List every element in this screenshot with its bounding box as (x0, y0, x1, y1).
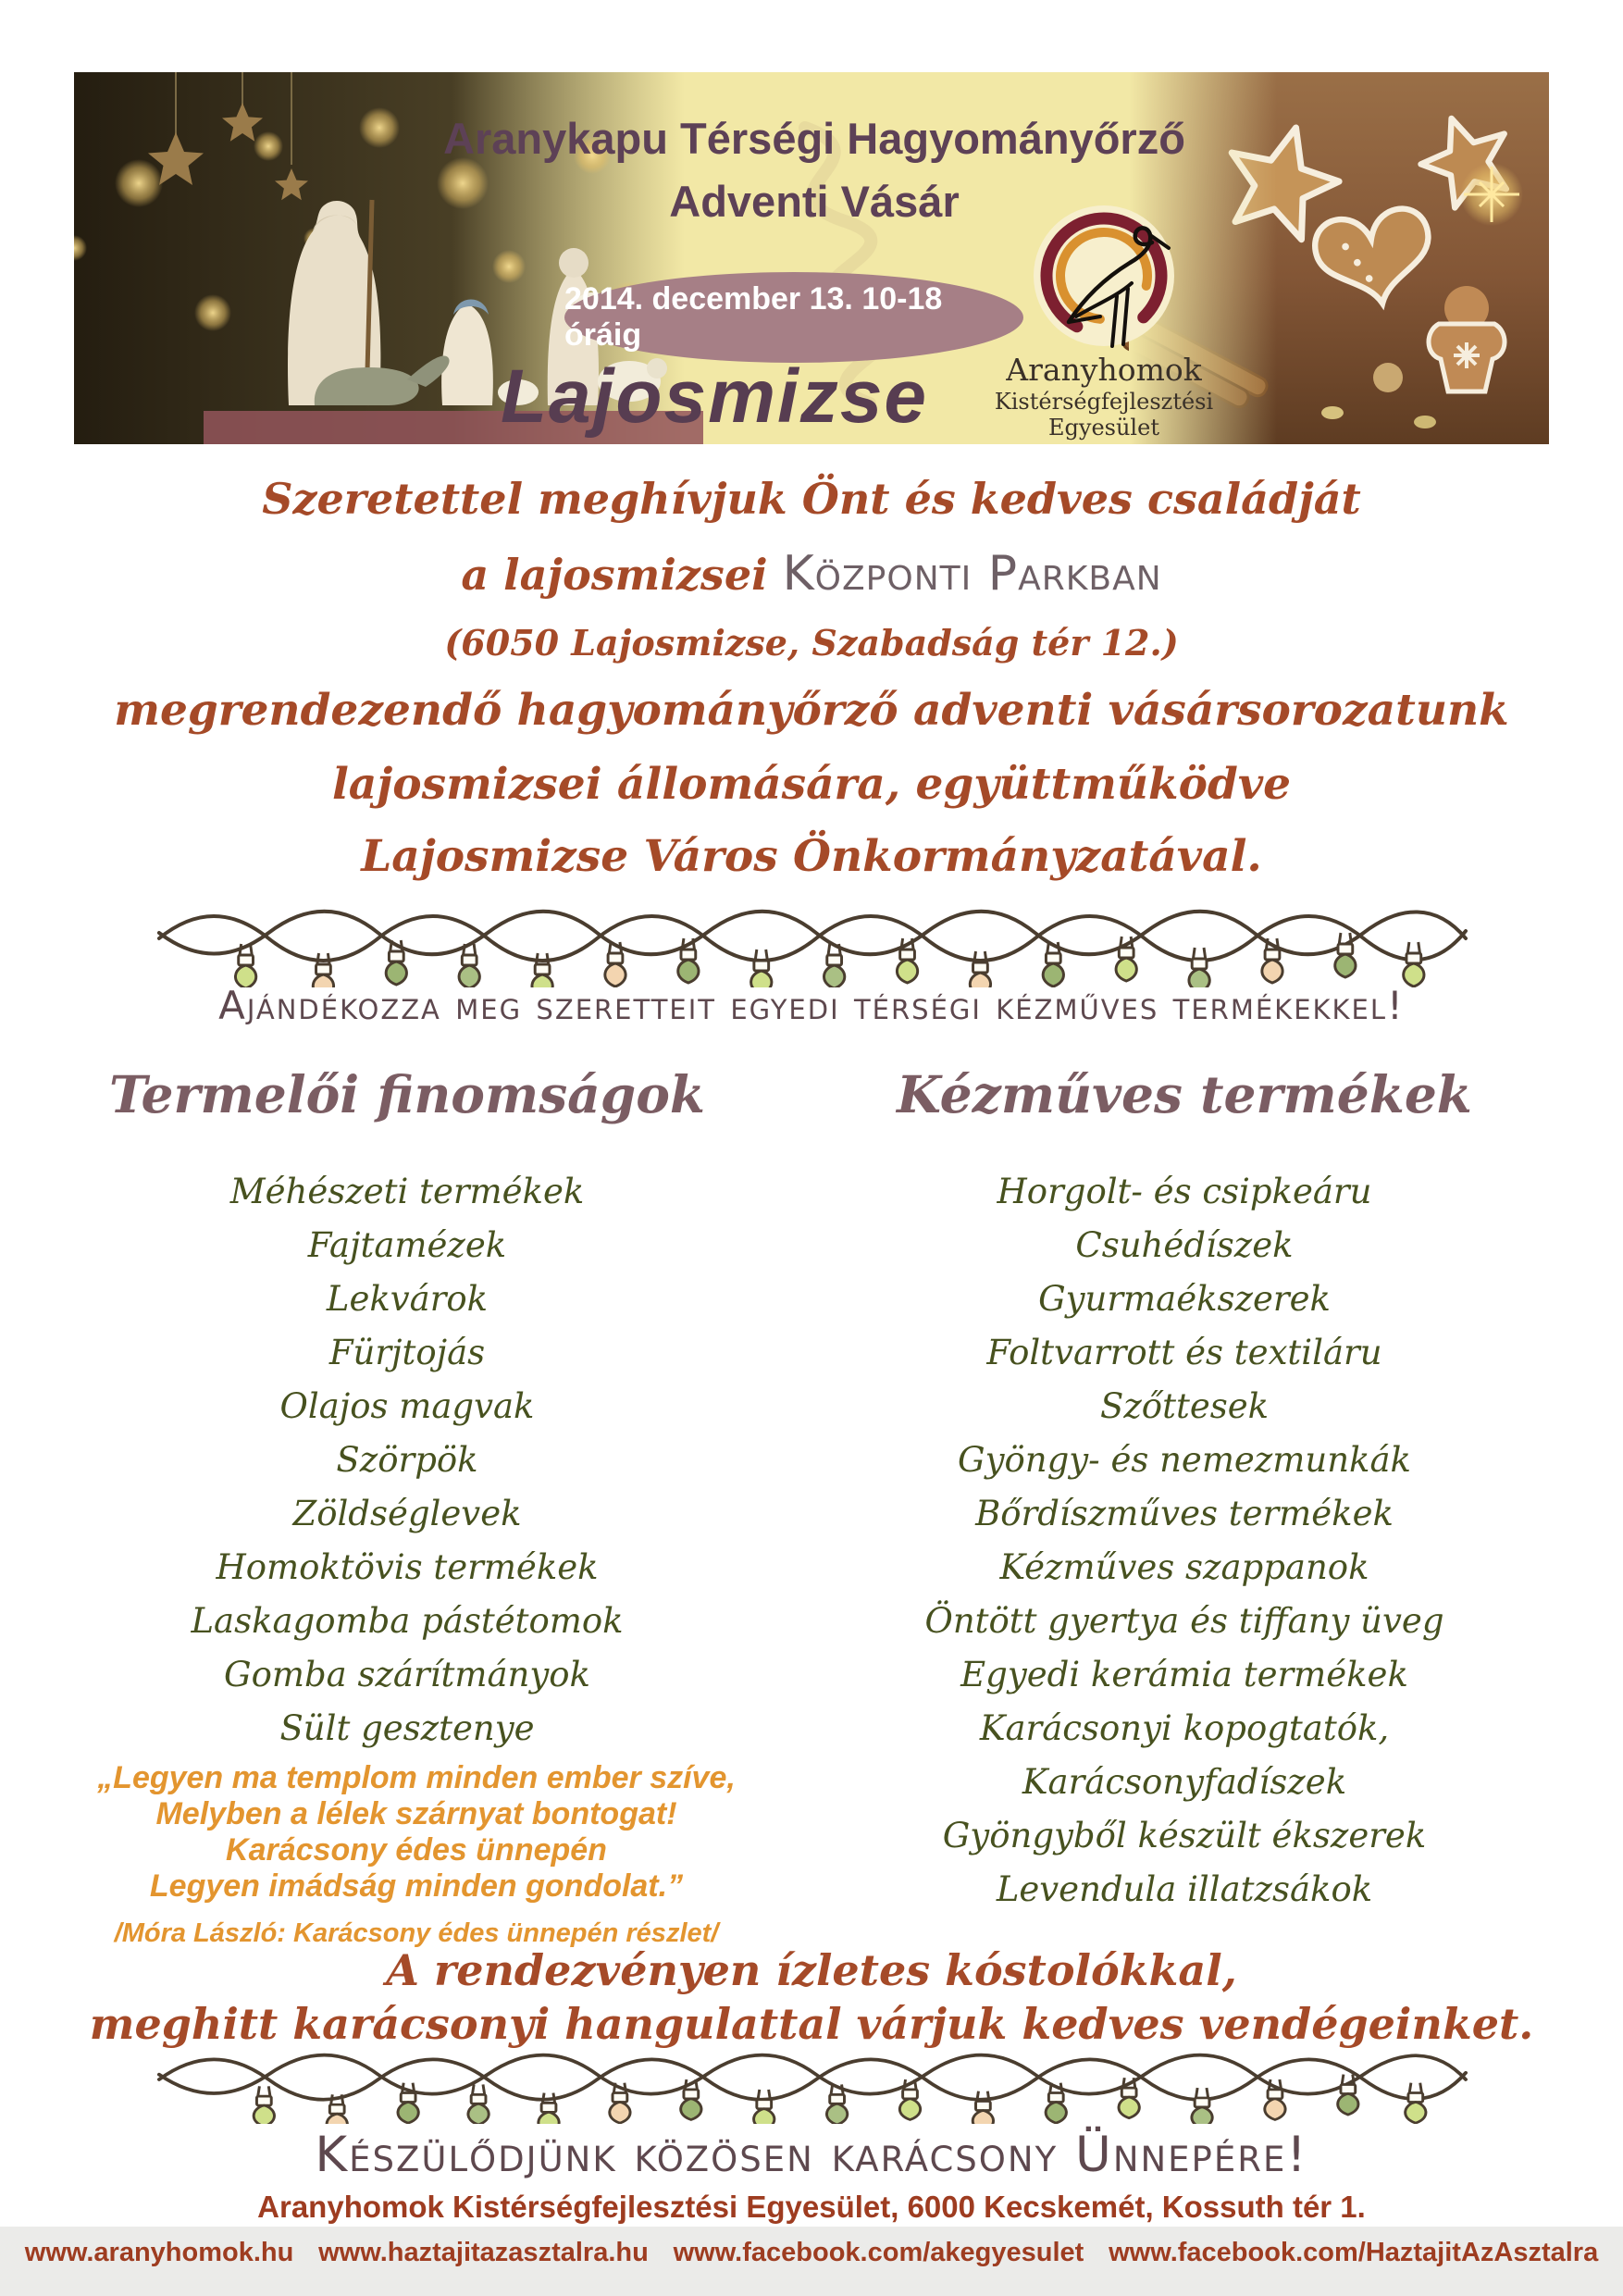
facebook-link: www.facebook.com/HaztajitAzAsztalra (1109, 2238, 1599, 2267)
list-item: Öntött gyertya és tiffany üveg (924, 1601, 1444, 1641)
logo-name: Aranyhomok (1006, 352, 1202, 388)
intro-line-5: lajosmizsei állomására, együttműködve (331, 759, 1292, 810)
list-item: Karácsonyfadíszek (1022, 1762, 1347, 1802)
list-item: Gomba szárítmányok (224, 1655, 590, 1694)
banner-title-line2: Adventi Vásár (669, 177, 960, 226)
closing-line-2: meghitt karácsonyi hangulattal várjuk kedves vendégeinket. (89, 1999, 1534, 2049)
intro-line-6: Lajosmizse Város Önkormányzatával. (361, 831, 1262, 882)
list-item: Levendula illatzsákok (996, 1869, 1373, 1909)
list-item: Méhészeti termékek (229, 1172, 585, 1211)
facebook-link: www.facebook.com/akegyesulet (673, 2238, 1084, 2267)
list-item: Fajtamézek (307, 1225, 507, 1265)
website-link: www.aranyhomok.hu (24, 2238, 294, 2267)
closing-line-1: A rendezvényen ízletes kóstolókkal, (386, 1945, 1237, 1995)
intro-line-4: megrendezendő hagyományőrző adventi vásársorozatunk (114, 685, 1509, 736)
intro-address: (6050 Lajosmizse, Szabadság tér 12.) (444, 622, 1179, 664)
list-item: Gyöngyből készült ékszerek (942, 1816, 1427, 1855)
list-item: Homoktövis termékek (216, 1547, 599, 1587)
footer-links-bar (0, 2227, 1623, 2296)
sparkle-icon (1460, 163, 1523, 226)
website-link: www.haztajitazasztalra.hu (318, 2238, 649, 2267)
list-item: Sült gesztenye (279, 1708, 535, 1748)
list-item: Bőrdíszműves termékek (975, 1494, 1394, 1533)
intro-line-1: Szeretettel meghívjuk Önt és kedves családját (262, 474, 1361, 524)
list-item: Szörpök (336, 1440, 478, 1480)
logo-subtitle-line1: Kistérségfejlesztési (994, 389, 1214, 415)
list-item: Lekvárok (326, 1279, 489, 1319)
producer-column (51, 1064, 763, 1756)
quote-line: Melyben a lélek szárnyat bontogat! (155, 1796, 677, 1831)
string-lights-divider (155, 2036, 1468, 2124)
list-item: Szőttesek (1099, 1386, 1270, 1426)
producer-column-title: Termelői finomságok (108, 1064, 706, 1124)
list-item: Fürjtojás (328, 1333, 486, 1372)
banner-title-line1: Aranykapu Térségi Hagyományőrző (443, 114, 1185, 163)
handicraft-column (810, 1064, 1559, 1917)
list-item: Gyurmaékszerek (1038, 1279, 1331, 1319)
list-item: Kézműves szappanok (999, 1547, 1369, 1587)
quote-line: „Legyen ma templom minden ember szíve, (97, 1760, 736, 1795)
list-item: Gyöngy- és nemezmunkák (958, 1440, 1411, 1480)
logo-subtitle-line2: Egyesület (1048, 415, 1159, 441)
organizer-address: Aranyhomok Kistérségfejlesztési Egyesület, 6000 Kecskemét, Kossuth tér 1. (257, 2190, 1366, 2224)
poem-quote (37, 1760, 796, 1952)
handicraft-column-title: Kézműves termékek (897, 1064, 1472, 1124)
handicraft-list (810, 1165, 1559, 1917)
quote-attribution: /Móra László: Karácsony édes ünnepén részlet/ (114, 1918, 719, 1948)
intro-line-2-prefix: a lajosmizsei (461, 550, 783, 600)
gift-tagline: Ajándékozza meg szeretteit egyedi térségi kézműves termékekkel! (218, 983, 1405, 1028)
banner (74, 72, 1549, 444)
list-item: Zöldséglevek (292, 1494, 522, 1533)
prepare-tagline: Készülődjünk közösen karácsony Ünnepére! (315, 2127, 1308, 2183)
quote-line: Legyen imádság minden gondolat.” (149, 1868, 684, 1904)
list-item: Laskagomba pástétomok (191, 1601, 624, 1641)
list-item: Karácsonyi kopogtatók, (979, 1708, 1390, 1748)
list-item: Olajos magvak (279, 1386, 535, 1426)
list-item: Egyedi kerámia termékek (960, 1655, 1408, 1694)
date-badge: 2014. december 13. 10-18 óráig (564, 272, 1023, 363)
intro-location: Központi Parkban (782, 546, 1162, 602)
list-item: Foltvarrott és textiláru (986, 1333, 1382, 1372)
producer-list (51, 1165, 763, 1756)
string-lights-divider (155, 890, 1468, 987)
list-item: Csuhédíszek (1075, 1225, 1294, 1265)
city-name: Lajosmizse (500, 354, 929, 439)
quote-line: Karácsony édes ünnepén (226, 1832, 607, 1868)
aranyhomok-logo-icon (1021, 192, 1187, 359)
list-item: Horgolt- és csipkeáru (997, 1172, 1372, 1211)
intro-line-2 (0, 546, 1623, 602)
